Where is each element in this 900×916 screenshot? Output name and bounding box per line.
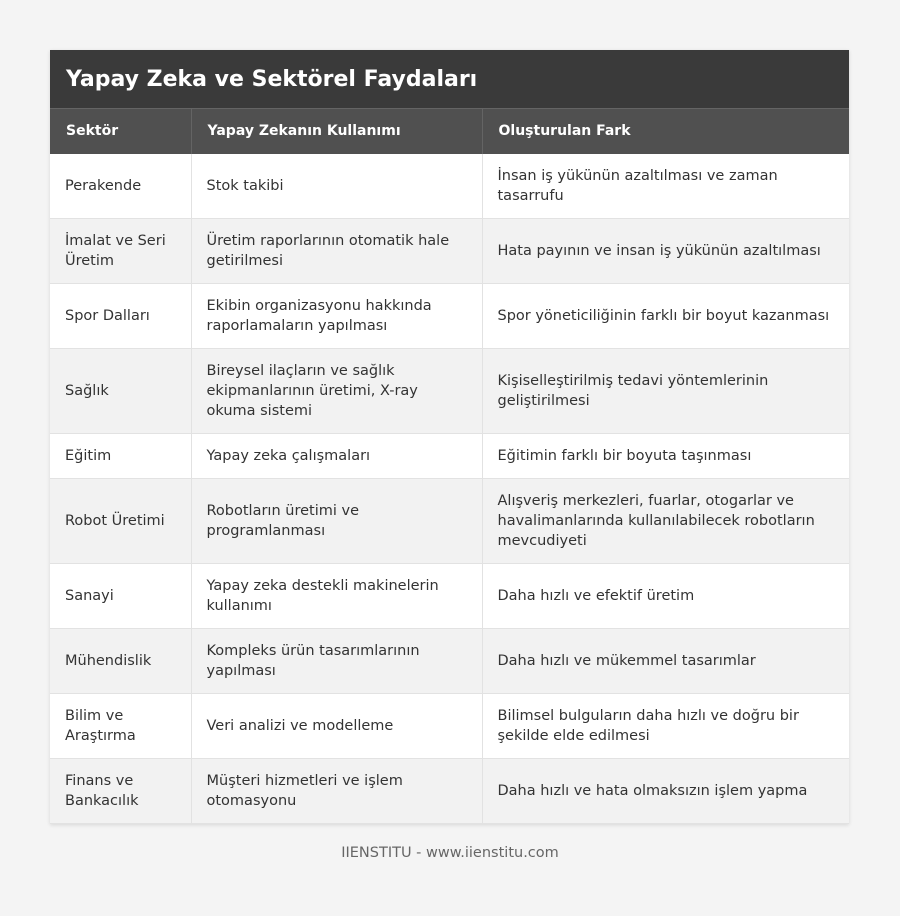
cell-sector: Robot Üretimi (50, 479, 191, 564)
cell-ai-usage: Yapay zeka çalışmaları (191, 434, 482, 479)
cell-ai-usage: Ekibin organizasyonu hakkında raporlamaların yapılması (191, 284, 482, 349)
cell-ai-usage: Kompleks ürün tasarımlarının yapılması (191, 629, 482, 694)
cell-difference: Daha hızlı ve efektif üretim (482, 564, 849, 629)
sector-table (50, 108, 849, 824)
table-row (50, 349, 849, 434)
cell-ai-usage: Müşteri hizmetleri ve işlem otomasyonu (191, 759, 482, 824)
header-row (50, 109, 849, 154)
table-row (50, 434, 849, 479)
table-row (50, 564, 849, 629)
table-row (50, 284, 849, 349)
cell-ai-usage: Üretim raporlarının otomatik hale getirilmesi (191, 219, 482, 284)
cell-ai-usage: Stok takibi (191, 154, 482, 219)
cell-sector: Eğitim (50, 434, 191, 479)
cell-difference: Alışveriş merkezleri, fuarlar, otogarlar ve havalimanlarında kullanılabilecek robotların mevcudiyeti (482, 479, 849, 564)
table-row (50, 759, 849, 824)
cell-sector: Mühendislik (50, 629, 191, 694)
cell-ai-usage: Bireysel ilaçların ve sağlık ekipmanlarının üretimi, X-ray okuma sistemi (191, 349, 482, 434)
table-row (50, 479, 849, 564)
cell-sector: Spor Dalları (50, 284, 191, 349)
cell-difference: Hata payının ve insan iş yükünün azaltılması (482, 219, 849, 284)
cell-difference: Daha hızlı ve mükemmel tasarımlar (482, 629, 849, 694)
header-difference: Oluşturulan Fark (482, 109, 849, 154)
cell-ai-usage: Yapay zeka destekli makinelerin kullanımı (191, 564, 482, 629)
cell-sector: Sağlık (50, 349, 191, 434)
cell-sector: İmalat ve Seri Üretim (50, 219, 191, 284)
cell-difference: Spor yöneticiliğinin farklı bir boyut kazanması (482, 284, 849, 349)
table-row (50, 154, 849, 219)
header-ai-usage: Yapay Zekanın Kullanımı (191, 109, 482, 154)
header-sector: Sektör (50, 109, 191, 154)
table-row (50, 694, 849, 759)
page-title: Yapay Zeka ve Sektörel Faydaları (66, 66, 478, 92)
cell-difference: Eğitimin farklı bir boyuta taşınması (482, 434, 849, 479)
table-row (50, 629, 849, 694)
table-row (50, 219, 849, 284)
cell-sector: Sanayi (50, 564, 191, 629)
footer-credit: IIENSTITU - www.iienstitu.com (341, 845, 559, 861)
title-bar (50, 50, 849, 108)
cell-ai-usage: Robotların üretimi ve programlanması (191, 479, 482, 564)
cell-sector: Bilim ve Araştırma (50, 694, 191, 759)
table-card (50, 50, 849, 824)
cell-difference: Daha hızlı ve hata olmaksızın işlem yapma (482, 759, 849, 824)
cell-ai-usage: Veri analizi ve modelleme (191, 694, 482, 759)
cell-sector: Perakende (50, 154, 191, 219)
cell-difference: Bilimsel bulguların daha hızlı ve doğru bir şekilde elde edilmesi (482, 694, 849, 759)
cell-difference: İnsan iş yükünün azaltılması ve zaman tasarrufu (482, 154, 849, 219)
cell-difference: Kişiselleştirilmiş tedavi yöntemlerinin geliştirilmesi (482, 349, 849, 434)
cell-sector: Finans ve Bankacılık (50, 759, 191, 824)
